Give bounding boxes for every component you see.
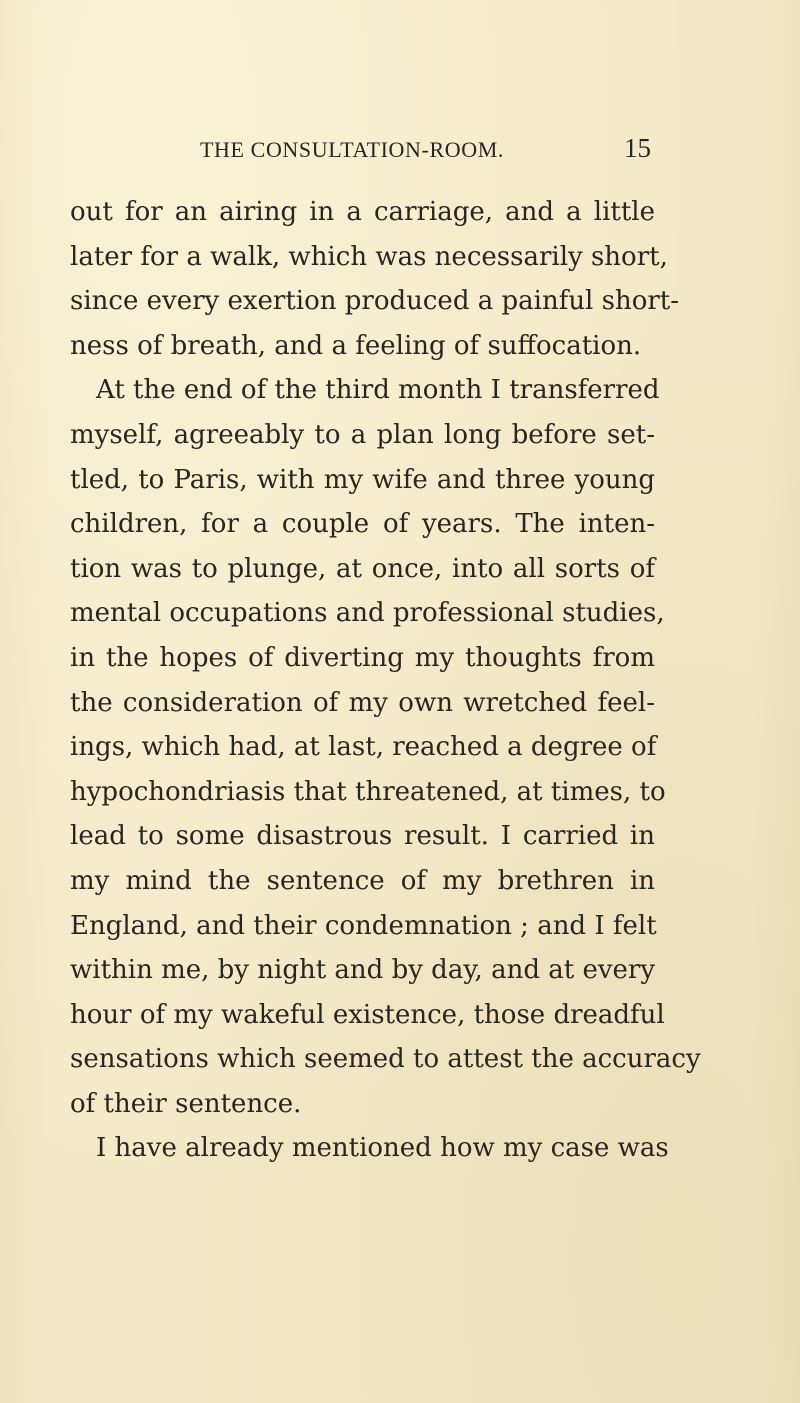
running-head [70,133,655,177]
text-line: At the end of the third month I transferred [96,375,660,406]
text-line: lead to some disastrous result. I carried in [70,821,655,852]
body-text [70,190,701,1171]
page-number: 15 [624,133,651,163]
text-line: myself, agreeably to a plan long before set- [70,419,655,450]
text-line: mental occupations and professional studies, [70,598,665,629]
text-line: the consideration of my own wretched feel- [70,687,655,718]
text-line: of their sentence. [70,1088,302,1119]
text-line: in the hopes of diverting my thoughts from [70,642,655,673]
text-line: hypochondriasis that threatened, at times, to [70,776,666,807]
text-line: tled, to Paris, with my wife and three young [70,464,655,495]
text-line: tion was to plunge, at once, into all sorts of [70,553,655,584]
text-line: sensations which seemed to attest the accuracy [70,1044,701,1075]
text-line: ings, which had, at last, reached a degree of [70,732,657,763]
text-line: I have already mentioned how my case was [96,1133,669,1164]
text-line: out for an airing in a carriage, and a little [70,197,655,227]
text-line: hour of my wakeful existence, those dreadful [70,999,665,1030]
text-line: later for a walk, which was necessarily short, [70,241,668,272]
running-title: THE CONSULTATION-ROOM. [200,137,504,162]
text-line: children, for a couple of years. The inten- [70,509,655,540]
text-line: England, and their condemnation ; and I felt [70,910,657,941]
text-line: since every exertion produced a painful short- [70,286,680,317]
text-line: my mind the sentence of my brethren in [70,865,655,896]
text-line: ness of breath, and a feeling of suffocation. [70,330,642,361]
text-line: within me, by night and by day, and at every [70,955,656,986]
